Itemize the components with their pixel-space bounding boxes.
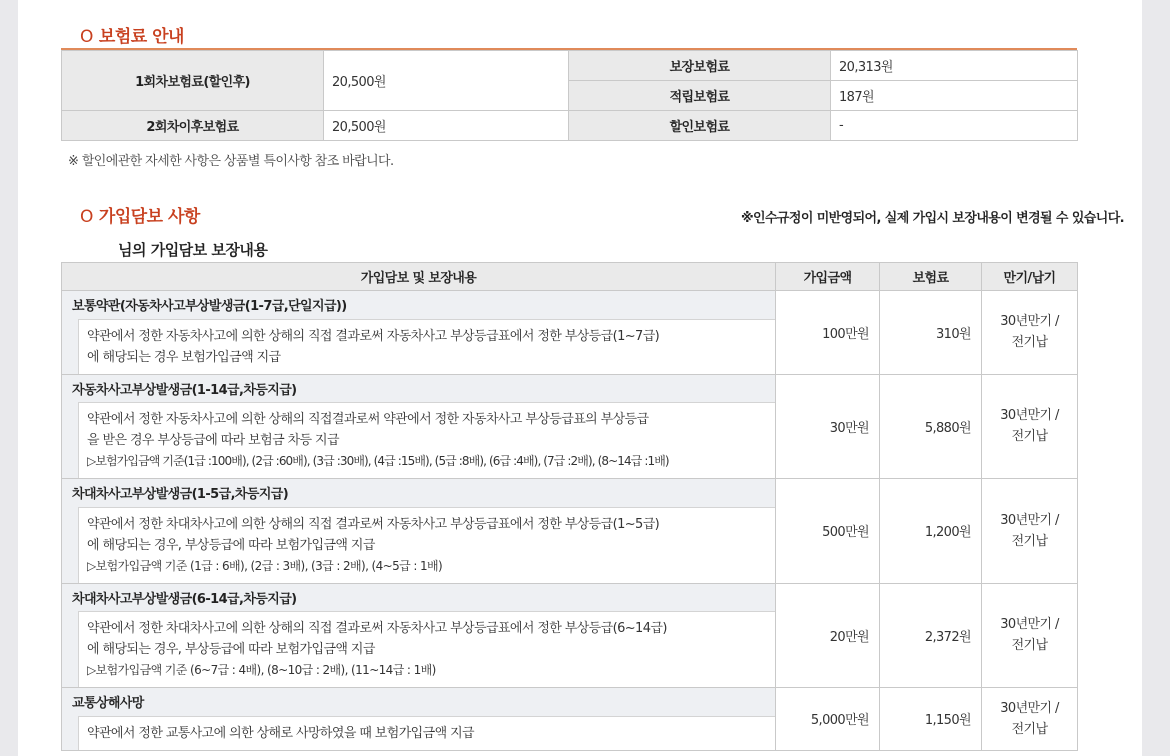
coverage-term: 30년만기 / 전기납 xyxy=(982,291,1078,375)
premium-section-title: O 보험료 안내 xyxy=(80,27,184,47)
coverage-description: 약관에서 정한 교통사고에 의한 상해로 사망하였을 때 보험가입금액 지급 xyxy=(78,716,775,750)
coverage-row xyxy=(62,688,1078,716)
coverage-amount: 5,000만원 xyxy=(776,688,880,751)
coverage-amount: 20만원 xyxy=(776,583,880,688)
coverage-amount: 30만원 xyxy=(776,374,880,479)
coverage-description: 약관에서 정한 차대차사고에 의한 상해의 직접 결과로써 자동차사고 부상등급표에서 정한 부상등급(6~14급) 에 해당되는 경우, 부상등급에 따라 보험가입금액 지급 ▷보험가입금액 기준 (6~7급 : 4배), (8~10급 : 2배), (11~14급 : 1배) xyxy=(78,611,775,687)
coverage-name: 자동차사고부상발생금(1-14급,차등지급) xyxy=(62,374,776,402)
coverage-row xyxy=(62,479,1078,507)
coverage-term: 30년만기 / 전기납 xyxy=(982,374,1078,479)
header-amount: 가입금액 xyxy=(776,263,880,291)
coverage-premium: 310원 xyxy=(880,291,982,375)
premium-label: 할인보험료 xyxy=(569,111,831,141)
coverage-table xyxy=(61,262,1078,751)
premium-table xyxy=(61,50,1078,141)
coverage-section-title: O 가입담보 사항 xyxy=(80,207,200,227)
header-premium: 보험료 xyxy=(880,263,982,291)
coverage-name: 보통약관(자동차사고부상발생금(1-7급,단일지급)) xyxy=(62,291,776,319)
coverage-row xyxy=(62,291,1078,319)
premium-value: 20,500원 xyxy=(324,51,569,111)
premium-value: - xyxy=(831,111,1078,141)
coverage-description: 약관에서 정한 자동차사고에 의한 상해의 직접 결과로써 자동차사고 부상등급표에서 정한 부상등급(1~7급) 에 해당되는 경우 보험가입금액 지급 xyxy=(78,319,775,374)
header-coverage-name: 가입담보 및 보장내용 xyxy=(62,263,776,291)
circle-bullet-icon: O xyxy=(80,27,93,47)
coverage-term: 30년만기 / 전기납 xyxy=(982,479,1078,584)
coverage-name: 차대차사고부상발생금(6-14급,차등지급) xyxy=(62,583,776,611)
premium-value: 20,313원 xyxy=(831,51,1078,81)
premium-value: 187원 xyxy=(831,81,1078,111)
discount-note: ※ 할인에관한 자세한 사항은 상품별 특이사항 참조 바랍니다. xyxy=(68,154,394,169)
premium-label: 보장보험료 xyxy=(569,51,831,81)
coverage-term: 30년만기 / 전기납 xyxy=(982,583,1078,688)
circle-bullet-icon: O xyxy=(80,207,93,227)
coverage-premium: 1,200원 xyxy=(880,479,982,584)
coverage-name: 교통상해사망 xyxy=(62,688,776,716)
coverage-amount: 100만원 xyxy=(776,291,880,375)
header-term: 만기/납기 xyxy=(982,263,1078,291)
coverage-row xyxy=(62,583,1078,611)
coverage-premium: 5,880원 xyxy=(880,374,982,479)
coverage-name: 차대차사고부상발생금(1-5급,차등지급) xyxy=(62,479,776,507)
underwriting-warning: ※인수규정이 미반영되어, 실제 가입시 보장내용이 변경될 수 있습니다. xyxy=(740,211,1124,226)
coverage-premium: 1,150원 xyxy=(880,688,982,751)
coverage-term: 30년만기 / 전기납 xyxy=(982,688,1078,751)
coverage-header-row xyxy=(62,263,1078,291)
coverage-subtitle: 님의 가입담보 보장내용 xyxy=(118,241,268,259)
coverage-description: 약관에서 정한 차대차사고에 의한 상해의 직접 결과로써 자동차사고 부상등급표에서 정한 부상등급(1~5급) 에 해당되는 경우, 부상등급에 따라 보험가입금액 지급 ▷보험가입금액 기준 (1급 : 6배), (2급 : 3배), (3급 : 2배), (4~5급 : 1배) xyxy=(78,507,775,583)
premium-label: 2회차이후보험료 xyxy=(62,111,324,141)
coverage-row xyxy=(62,374,1078,402)
premium-value: 20,500원 xyxy=(324,111,569,141)
premium-label: 적립보험료 xyxy=(569,81,831,111)
coverage-premium: 2,372원 xyxy=(880,583,982,688)
premium-label: 1회차보험료(할인후) xyxy=(62,51,324,111)
coverage-amount: 500만원 xyxy=(776,479,880,584)
coverage-description: 약관에서 정한 자동차사고에 의한 상해의 직접결과로써 약관에서 정한 자동차사고 부상등급표의 부상등급 을 받은 경우 부상등급에 따라 보험금 차등 지급 ▷보험가입금액 기준(1급 :100배), (2급 :60배), (3급 :30배), (4급 :15배), (5급 :8배), (6급 :4배), (7급 :2배), (8~14급 :1배) xyxy=(78,402,775,478)
